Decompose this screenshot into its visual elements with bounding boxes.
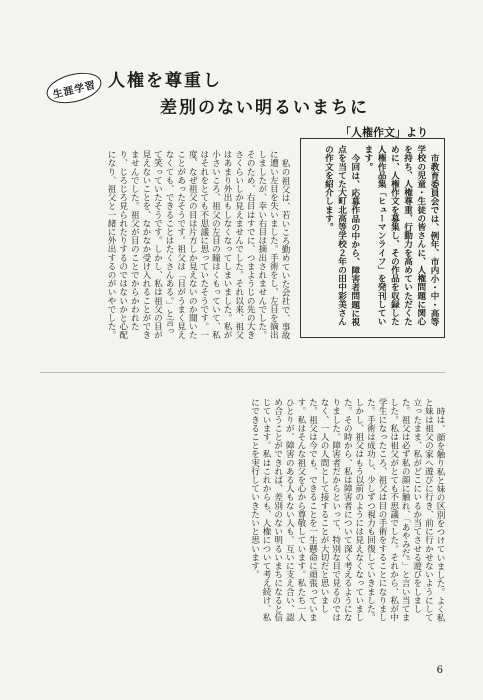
source-label: 「人権作文」より [340,126,428,139]
essay-part-1: 私の祖父は、若いころ勤めていた会社で、事故に遭い左目を失いました。手術をし、左目を摘出しましたが、幸い右目は摘出されませんでした。そのため、右目はすでに、つまようじの先の大きさくらいしか見えませんでした。それ以来、祖父はあまり外出もしなくなってしまいました。私が小さいころ、祖父の左目の瞳はくもっていて、私はそれをとても不思議に思っていたそうです。一度、なぜ祖父の目は片方しか見えないのか聞いたことがあったそうです。祖父は「目がうまく見えなくても、できることはたくさんある。」と言って笑っていたそうです。しかし、私は祖父の目が見えないことを、なかなか受け入れることができませんでした。祖父が目のことでからかわれたり、じろじろ見られたりするのではないかと心配になり、祖父と一緒に外出するのがいやでした。 [106,150,290,340]
essay-part-2: 時は、顔を触り私と妹の区別をつけていました。よく私と妹は祖父の家へ遊びに行き、前に行かせないようにして立ったまま、私がどこにいるか当てさせる遊びをしました。祖父は必ず私の顔に触れ、「あやみだ。」と言い当てました。私は祖父がとても不思議でした。それから、私が中学生になったころ、祖父は目の手術をすることになりました。手術は成功し、少しずつ視力も回復していきました。しかし、祖父はもう以前のようには見えなくなっていました。その時から、私は障害者について深く考えるようになりました。障害者だからといって、特別な目で見るのではなく、一人の人間として接することが大切だと思いました。祖父は今でも、できることを一生懸命に頑張っています。私はそんな祖父を心から尊敬しています。私たち一人ひとりが、障害のある人もない人も、互いに支え合い、認め合うことができれば、差別のない明るいまちになると信じています。私はこれからも、人権について考え続け、私にできることを実行していきたいと思います。 [249,398,445,622]
essay-column-bottom [40,398,445,628]
section-badge: 生涯学習 [43,68,104,109]
page-title-line1: 人権を尊重し [108,71,222,91]
essay-column-top [40,150,290,340]
intro-box [300,138,445,338]
intro-paragraph-1: 市教育委員会では、例年、市内小・中・高等学校の児童・生徒の皆さんに、人権問題に関心を持ち、人権尊重、行動力を高めていただくために、人権作文を募集し、その作品を収録した人権作品集「ヒューマンライフ」を発刊しています。 [362,145,439,326]
intro-paragraph-2: 今回は、応募作品の中から、障害者問題に視点を当てた大町北高等学校２年の田中彩美さんの作文を紹介します。 [323,145,360,326]
page-title-line2: 差別のない明るいまちに [160,98,369,118]
column-divider [40,372,445,373]
page-number: 6 [436,665,443,676]
